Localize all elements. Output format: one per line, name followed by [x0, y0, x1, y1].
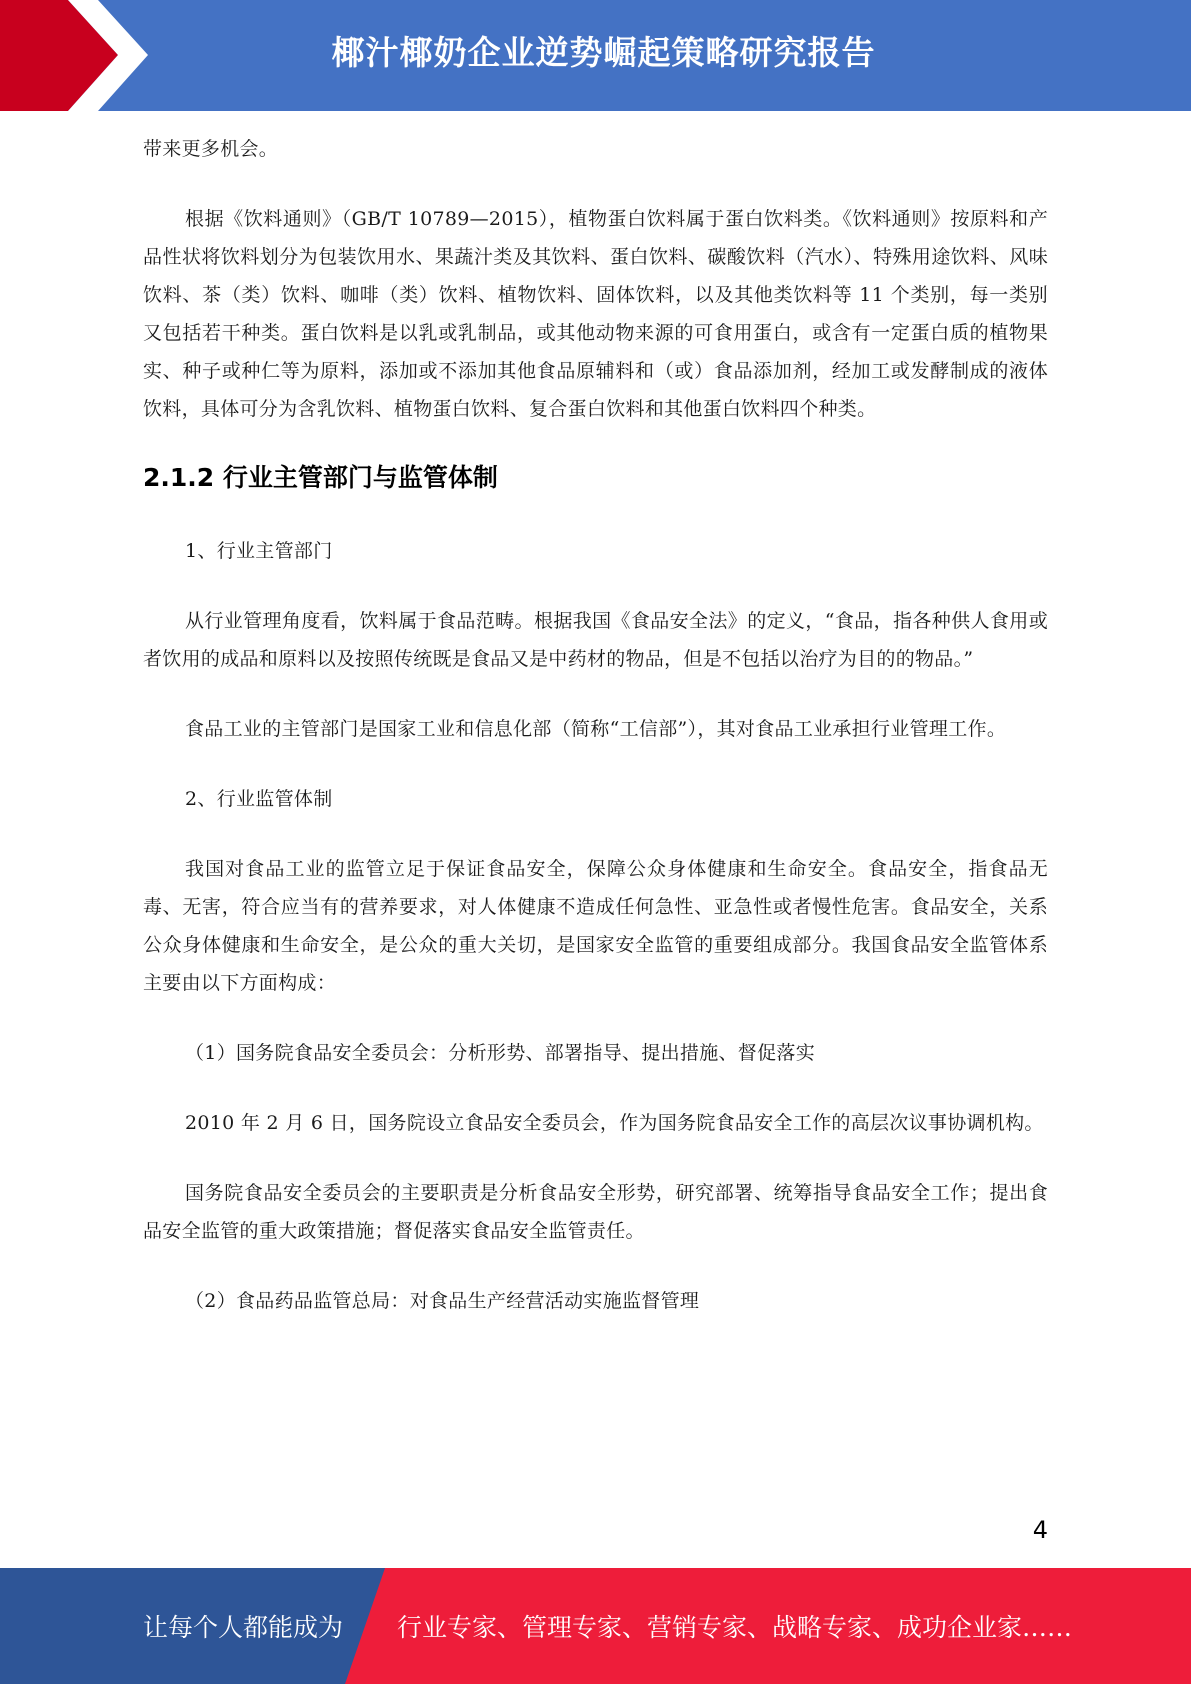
paragraph-committee-duties: 国务院食品安全委员会的主要职责是分析食品安全形势，研究部署、统筹指导食品安全工作；提出食品安全监管的重大政策措施；督促落实食品安全监管责任。: [143, 1182, 1048, 1242]
document-body: [143, 130, 1048, 1320]
paragraph-beverage-standard: 根据《饮料通则》（GB/T 10789—2015），植物蛋白饮料属于蛋白饮料类。《饮料通则》按原料和产品性状将饮料划分为包装饮用水、果蔬汁类及其饮料、蛋白饮料、碳酸饮料（汽水）、特殊用途饮料、风味饮料、茶（类）饮料、咖啡（类）饮料、植物饮料、固体饮料，以及其他类饮料等 11 个类别，每一类别又包括若干种类。蛋白饮料是以乳或乳制品，或其他动物来源的可食用蛋白，或含有一定蛋白质的植物果实、种子或种仁等为原料，添加或不添加其他食品原辅料和（或）食品添加剂，经加工或发酵制成的液体饮料，具体可分为含乳饮料、植物蛋白饮料、复合蛋白饮料和其他蛋白饮料四个种类。: [143, 208, 1048, 420]
page-number: 4: [1032, 1516, 1048, 1544]
list-item-2: （2）食品药品监管总局：对食品生产经营活动实施监督管理: [185, 1290, 700, 1312]
list-item-1: （1）国务院食品安全委员会：分析形势、部署指导、提出措施、督促落实: [185, 1042, 815, 1064]
paragraph-food-definition: 从行业管理角度看，饮料属于食品范畴。根据我国《食品安全法》的定义，“食品，指各种供人食用或者饮用的成品和原料以及按照传统既是食品又是中药材的物品，但是不包括以治疗为目的的物品。”: [143, 610, 1048, 670]
page-footer: [0, 1568, 1191, 1684]
paragraph-committee-founding: 2010 年 2 月 6 日，国务院设立食品安全委员会，作为国务院食品安全工作的高层次议事协调机构。: [185, 1112, 1044, 1134]
paragraph-continuation: 带来更多机会。: [143, 138, 279, 160]
footer-slogan-right: 行业专家、管理专家、营销专家、战略专家、成功企业家……: [397, 1613, 1073, 1642]
section-heading: 2.1.2 行业主管部门与监管体制: [143, 463, 498, 492]
subheading-regulation: 2、行业监管体制: [185, 788, 333, 810]
footer-slogan-left: 让每个人都能成为: [143, 1613, 344, 1642]
report-title: 椰汁椰奶企业逆势崛起策略研究报告: [331, 33, 876, 72]
subheading-authority: 1、行业主管部门: [185, 540, 333, 562]
page-header: [0, 0, 1191, 111]
paragraph-miit: 食品工业的主管部门是国家工业和信息化部（简称“工信部”），其对食品工业承担行业管理工作。: [185, 718, 1007, 740]
paragraph-food-safety: 我国对食品工业的监管立足于保证食品安全，保障公众身体健康和生命安全。食品安全，指食品无毒、无害，符合应当有的营养要求，对人体健康不造成任何急性、亚急性或者慢性危害。食品安全，关系公众身体健康和生命安全，是公众的重大关切，是国家安全监管的重要组成部分。我国食品安全监管体系主要由以下方面构成：: [143, 858, 1048, 994]
